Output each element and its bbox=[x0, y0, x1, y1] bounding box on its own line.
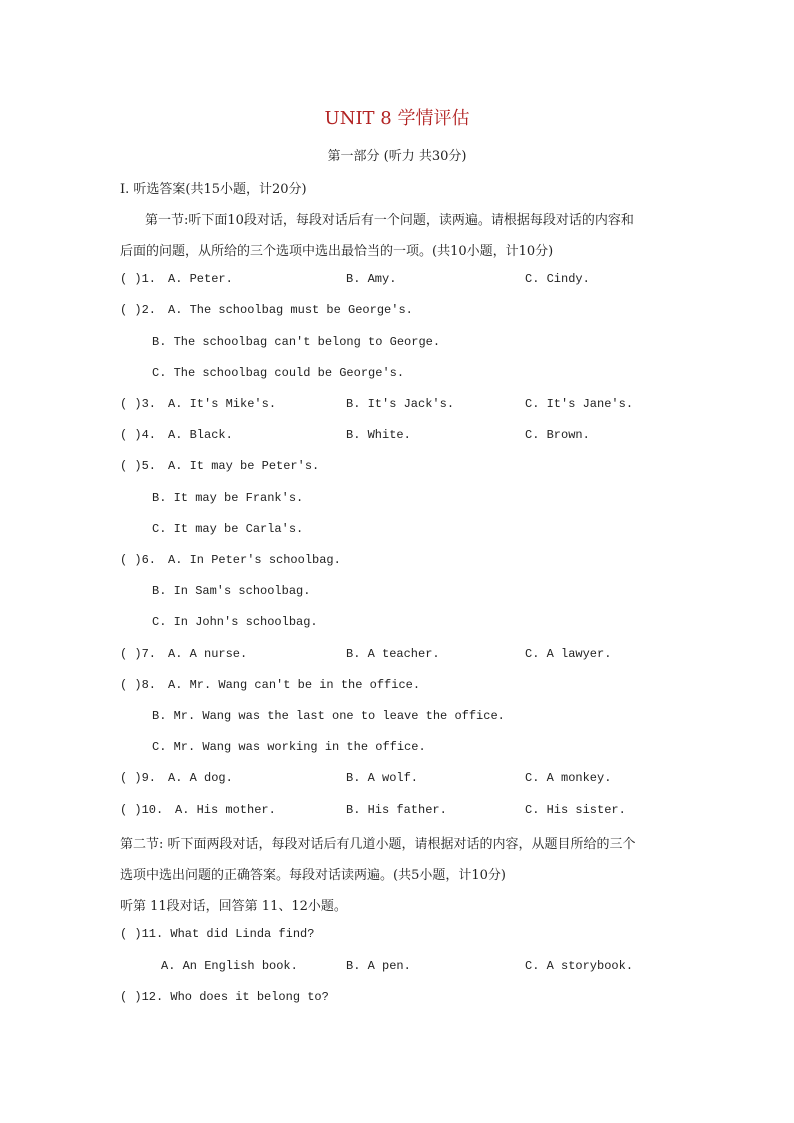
part1-instruction-line1: 第一节:听下面10段对话，每段对话后有一个问题，读两遍。请根据每段对话的内容和 bbox=[145, 213, 634, 228]
option-a: A. His mother. bbox=[175, 803, 276, 817]
option-c: C. Cindy. bbox=[525, 272, 590, 286]
option-c: C. In John's schoolbag. bbox=[152, 615, 318, 629]
option-c: C. It may be Carla's. bbox=[152, 522, 304, 536]
question-number: ( )1. bbox=[120, 272, 157, 286]
question-number: ( )5. bbox=[120, 459, 157, 473]
option-b: B. A pen. bbox=[346, 959, 411, 973]
question-number: ( )8. bbox=[120, 678, 157, 692]
option-c: C. Mr. Wang was working in the office. bbox=[152, 740, 426, 754]
option-c: C. Brown. bbox=[525, 428, 590, 442]
option-b: B. His father. bbox=[346, 803, 447, 817]
option-c: C. His sister. bbox=[525, 803, 626, 817]
question-text: ( )12. Who does it belong to? bbox=[120, 990, 329, 1004]
part2-instruction-line2: 选项中选出问题的正确答案。每段对话读两遍。(共5小题，计10分) bbox=[120, 868, 506, 883]
option-b: B. A wolf. bbox=[346, 771, 419, 785]
option-c: C. The schoolbag could be George's. bbox=[152, 366, 405, 380]
section1-heading: Ⅰ. 听选答案(共15小题，计20分) bbox=[120, 182, 307, 197]
page-subtitle: 第一部分 (听力 共30分) bbox=[327, 149, 467, 164]
question-number: ( )2. bbox=[120, 303, 157, 317]
option-a: A. The schoolbag must be George's. bbox=[168, 303, 413, 317]
option-b: B. Mr. Wang was the last one to leave the office. bbox=[152, 709, 505, 723]
question-number: ( )4. bbox=[120, 428, 157, 442]
option-a: A. An English book. bbox=[161, 959, 298, 973]
option-a: A. In Peter's schoolbag. bbox=[168, 553, 341, 567]
question-number: ( )7. bbox=[120, 647, 157, 661]
page-title: UNIT 8 学情评估 bbox=[324, 108, 470, 129]
dialogue-instruction: 听第 11段对话，回答第 11、12小题。 bbox=[120, 899, 347, 914]
option-a: A. Black. bbox=[168, 428, 233, 442]
option-b: B. It may be Frank's. bbox=[152, 491, 304, 505]
option-a: A. A nurse. bbox=[168, 647, 248, 661]
option-b: B. A teacher. bbox=[346, 647, 440, 661]
option-a: A. Peter. bbox=[168, 272, 233, 286]
part1-instruction-line2: 后面的问题，从所给的三个选项中选出最恰当的一项。(共10小题，计10分) bbox=[120, 244, 554, 259]
option-a: A. It may be Peter's. bbox=[168, 459, 320, 473]
part2-instruction-line1: 第二节: 听下面两段对话，每段对话后有几道小题，请根据对话的内容，从题目所给的三个 bbox=[120, 837, 636, 852]
option-a: A. It's Mike's. bbox=[168, 397, 277, 411]
question-number: ( )9. bbox=[120, 771, 157, 785]
question-text: ( )11. What did Linda find? bbox=[120, 927, 315, 941]
option-c: C. A monkey. bbox=[525, 771, 612, 785]
option-b: B. White. bbox=[346, 428, 411, 442]
option-b: B. Amy. bbox=[346, 272, 397, 286]
option-b: B. In Sam's schoolbag. bbox=[152, 584, 311, 598]
question-number: ( )3. bbox=[120, 397, 157, 411]
option-c: C. A lawyer. bbox=[525, 647, 612, 661]
option-c: C. It's Jane's. bbox=[525, 397, 634, 411]
option-a: A. Mr. Wang can't be in the office. bbox=[168, 678, 421, 692]
option-c: C. A storybook. bbox=[525, 959, 634, 973]
option-b: B. It's Jack's. bbox=[346, 397, 455, 411]
option-a: A. A dog. bbox=[168, 771, 233, 785]
question-number: ( )10. bbox=[120, 803, 164, 817]
option-b: B. The schoolbag can't belong to George. bbox=[152, 335, 441, 349]
question-number: ( )6. bbox=[120, 553, 157, 567]
